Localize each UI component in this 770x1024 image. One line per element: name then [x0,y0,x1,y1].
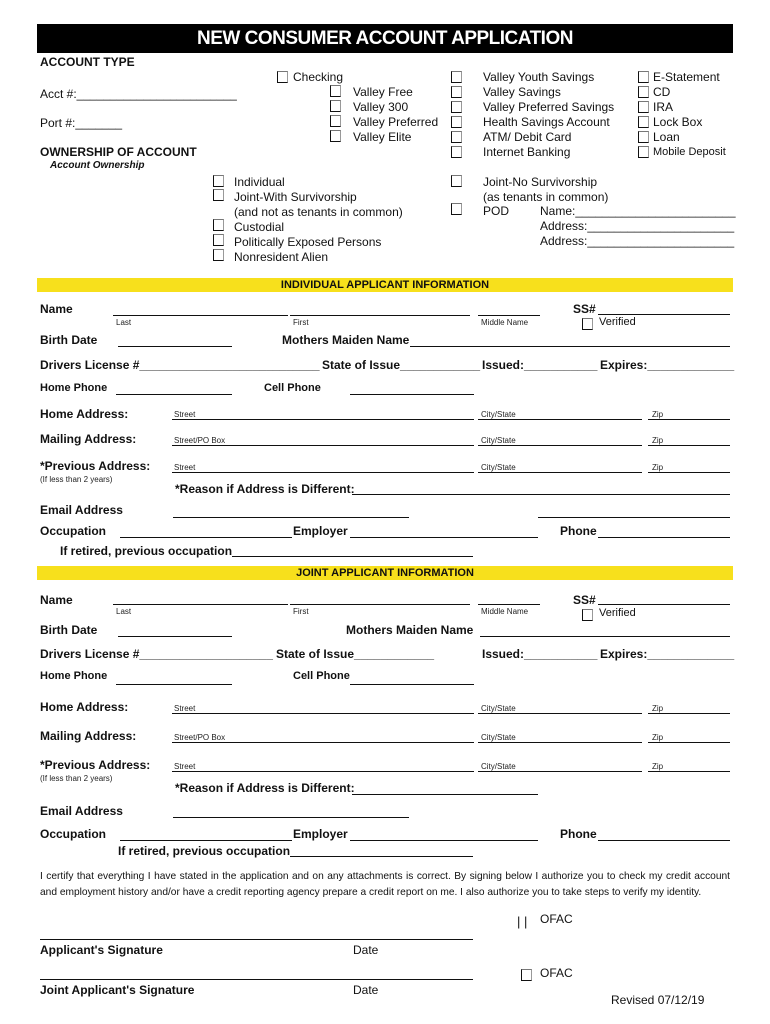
lockbox-checkbox[interactable] [638,116,649,128]
jt-mail-city-line[interactable] [478,742,642,743]
jt-prev-zip-caption: Zip [652,762,664,771]
ownership-sublabel: Account Ownership [50,160,145,171]
jt-home-address-label: Home Address: [40,700,129,714]
nonresident-checkbox[interactable] [213,249,224,261]
ind-mail-street-line[interactable] [172,445,474,446]
ind-home-street-line[interactable] [172,419,474,420]
jt-mail-street-caption: Street/PO Box [174,733,226,742]
internet-banking-label: Internet Banking [483,145,571,159]
pod-address1-field[interactable]: Address:______________________ [540,219,735,233]
ind-home-zip-caption: Zip [652,410,664,419]
ofac-checkbox-2[interactable] [521,969,532,981]
loan-checkbox[interactable] [638,131,649,143]
ind-verified-checkbox[interactable] [582,318,593,330]
ind-occupation-line[interactable] [120,537,292,538]
individual-checkbox[interactable] [213,175,224,187]
ind-retired-label: If retired, previous occupation [60,544,233,558]
ind-prev-street-line[interactable] [172,472,474,473]
ofac-label-1: OFAC [540,912,573,926]
youth-savings-checkbox[interactable] [451,71,462,83]
valley-preferred-checkbox[interactable] [330,115,341,127]
applicant-signature-line[interactable] [40,939,473,940]
jt-home-city-caption: City/State [481,704,516,713]
jt-prev-city-line[interactable] [478,771,642,772]
individual-label: Individual [234,175,285,189]
ind-middle-caption: Middle Name [481,318,529,327]
custodial-label: Custodial [234,220,285,234]
ind-expires-field[interactable]: Expires:_____________ [600,358,735,372]
ind-home-phone-label: Home Phone [40,382,108,394]
port-number-field[interactable]: Port #:_______ [40,116,123,130]
jt-reason-label: *Reason if Address is Different: [175,781,355,795]
valley-300-checkbox[interactable] [330,100,341,112]
ind-mail-street-caption: Street/PO Box [174,436,226,445]
jt-phone-line[interactable] [598,840,730,841]
ind-occupation-label: Occupation [40,524,107,538]
atm-checkbox[interactable] [451,131,462,143]
ind-prev-street-caption: Street [174,463,196,472]
ira-label: IRA [653,100,674,114]
ind-first-line[interactable] [290,315,470,316]
ind-reason-line[interactable] [352,494,730,495]
jt-prev-street-line[interactable] [172,771,474,772]
ind-prev-zip-caption: Zip [652,463,664,472]
ind-home-street-caption: Street [174,410,196,419]
jt-first-line[interactable] [290,604,470,605]
applicant-date-label: Date [353,943,379,957]
ind-state-field[interactable]: State of Issue____________ [322,358,481,372]
jt-home-street-line[interactable] [172,713,474,714]
jt-middle-caption: Middle Name [481,607,529,616]
ind-prev-city-line[interactable] [478,472,642,473]
preferred-savings-checkbox[interactable] [451,101,462,113]
jt-expires-field[interactable]: Expires:_____________ [600,647,735,661]
ind-prev-city-caption: City/State [481,463,516,472]
revised-date: Revised 07/12/19 [611,993,705,1007]
jt-phone-label: Phone [560,827,597,841]
applicant-signature-label: Applicant's Signature [40,943,163,957]
hsa-label: Health Savings Account [483,115,610,129]
joint-survivorship-label: Joint-With Survivorship [234,190,357,204]
ind-name-label: Name [40,302,73,316]
jt-prev-street-caption: Street [174,762,196,771]
ind-mailing-address-label: Mailing Address: [40,432,137,446]
ind-middle-line[interactable] [478,315,540,316]
ind-email-line-1[interactable] [173,517,409,518]
jt-first-caption: First [293,607,309,616]
jt-last-caption: Last [116,607,132,616]
ind-birthdate-label: Birth Date [40,333,98,347]
account-type-label: ACCOUNT TYPE [40,55,135,69]
jt-issued-field[interactable]: Issued:___________ [482,647,598,661]
ind-email-line-2[interactable] [538,517,730,518]
jt-retired-line[interactable] [290,856,473,857]
valley-preferred-label: Valley Preferred [353,115,439,129]
ind-cell-phone-label: Cell Phone [264,382,321,394]
acct-number-field[interactable]: Acct #:________________________ [40,87,237,101]
pod-name-field[interactable]: Name:________________________ [540,204,736,218]
cd-checkbox[interactable] [638,86,649,98]
mobile-deposit-checkbox[interactable] [638,146,649,158]
nonresident-label: Nonresident Alien [234,250,329,264]
ind-first-caption: First [293,318,309,327]
joint-signature-line[interactable] [40,979,473,980]
valley-elite-checkbox[interactable] [330,130,341,142]
ind-verified-label: Verified [599,316,636,328]
jt-home-street-caption: Street [174,704,196,713]
joint-no-survivorship-note: (as tenants in common) [483,190,609,204]
ind-home-city-caption: City/State [481,410,516,419]
ind-prev-zip-line[interactable] [648,472,730,473]
checking-checkbox[interactable] [277,71,288,83]
estatement-label: E-Statement [653,70,720,84]
checking-label: Checking [293,70,344,84]
ownership-label: OWNERSHIP OF ACCOUNT [40,145,197,159]
joint-survivorship-checkbox[interactable] [213,189,224,201]
jt-maiden-label: Mothers Maiden Name [346,623,474,637]
joint-section-header: JOINT APPLICANT INFORMATION [37,566,733,580]
jt-occupation-label: Occupation [40,827,107,841]
valley-savings-label: Valley Savings [483,85,561,99]
lockbox-label: Lock Box [653,115,703,129]
jt-home-zip-line[interactable] [648,713,730,714]
joint-survivorship-note: (and not as tenants in common) [234,205,403,219]
estatement-checkbox[interactable] [638,71,649,83]
jt-prev-zip-line[interactable] [648,771,730,772]
ind-home-address-label: Home Address: [40,407,129,421]
pod-checkbox[interactable] [451,203,462,215]
ind-mail-zip-caption: Zip [652,436,664,445]
jt-home-phone-line[interactable] [116,684,232,685]
valley-elite-label: Valley Elite [353,130,412,144]
jt-cell-phone-line[interactable] [350,684,474,685]
ind-home-city-line[interactable] [478,419,642,420]
ind-mail-city-caption: City/State [481,436,516,445]
ind-mail-zip-line[interactable] [648,445,730,446]
ind-home-phone-line[interactable] [116,394,232,395]
valley-free-checkbox[interactable] [330,85,341,97]
ind-phone-line[interactable] [598,537,730,538]
ind-employer-line[interactable] [350,537,538,538]
jt-mail-city-caption: City/State [481,733,516,742]
jt-mail-street-line[interactable] [172,742,474,743]
jt-verified-checkbox[interactable] [582,609,593,621]
jt-ss-line[interactable] [598,604,730,605]
ofac-checkbox-1[interactable]: | | [517,914,528,929]
valley-savings-checkbox[interactable] [451,86,462,98]
jt-mail-zip-caption: Zip [652,733,664,742]
jt-home-city-line[interactable] [478,713,642,714]
valley-free-label: Valley Free [353,85,413,99]
mobile-deposit-label: Mobile Deposit [653,146,726,158]
jt-retired-label: If retired, previous occupation [118,844,291,858]
atm-label: ATM/ Debit Card [483,130,572,144]
joint-date-label: Date [353,983,379,997]
jt-verified-label: Verified [599,607,636,619]
jt-cell-phone-label: Cell Phone [293,670,350,682]
jt-email-label: Email Address [40,804,123,818]
loan-label: Loan [653,130,680,144]
certification-text: I certify that everything I have stated in the application and on any attachments is correct. By signing below I authorize you to check my credit account and employment history and/or have a credit reporting agency prepare a credit report on me. I also authorize you to take steps to verify my identity. [40,871,730,898]
ind-last-line[interactable] [113,315,288,316]
jt-previous-address-label: *Previous Address: [40,758,151,772]
jt-reason-line[interactable] [352,794,538,795]
ind-employer-label: Employer [293,524,348,538]
jt-prev-city-caption: City/State [481,762,516,771]
jt-birthdate-line[interactable] [118,636,232,637]
jt-occupation-line[interactable] [120,840,292,841]
ofac-label-2: OFAC [540,966,573,980]
jt-birthdate-label: Birth Date [40,623,98,637]
ind-mail-city-line[interactable] [478,445,642,446]
jt-last-line[interactable] [113,604,288,605]
ind-birthdate-line[interactable] [118,346,232,347]
jt-email-line[interactable] [173,817,409,818]
ira-checkbox[interactable] [638,101,649,113]
ind-phone-label: Phone [560,524,597,538]
ind-ss-label: SS# [573,302,596,316]
ind-issued-field[interactable]: Issued:___________ [482,358,598,372]
ind-email-label: Email Address [40,503,123,517]
valley-300-label: Valley 300 [353,100,409,114]
pep-checkbox[interactable] [213,234,224,246]
jt-dl-field[interactable]: Drivers License #____________________ [40,647,273,661]
ind-home-zip-line[interactable] [648,419,730,420]
jt-maiden-line[interactable] [480,636,730,637]
preferred-savings-label: Valley Preferred Savings [483,100,615,114]
ind-reason-label: *Reason if Address is Different: [175,482,355,496]
pep-label: Politically Exposed Persons [234,235,382,249]
jt-mailing-address-label: Mailing Address: [40,729,137,743]
pod-address2-field[interactable]: Address:______________________ [540,234,735,248]
jt-state-field[interactable]: State of Issue____________ [276,647,435,661]
ind-maiden-label: Mothers Maiden Name [282,333,410,347]
individual-section-header: INDIVIDUAL APPLICANT INFORMATION [37,278,733,292]
ind-previous-address-label: *Previous Address: [40,459,151,473]
custodial-checkbox[interactable] [213,219,224,231]
ind-less-than-note: (If less than 2 years) [40,475,113,484]
jt-employer-line[interactable] [350,840,538,841]
internet-banking-checkbox[interactable] [451,146,462,158]
jt-mail-zip-line[interactable] [648,742,730,743]
ind-last-caption: Last [116,318,132,327]
joint-no-survivorship-label: Joint-No Survivorship [483,175,598,189]
ind-dl-field[interactable]: Drivers License #___________________________ [40,358,320,372]
jt-less-than-note: (If less than 2 years) [40,774,113,783]
joint-no-survivorship-checkbox[interactable] [451,175,462,187]
ind-retired-line[interactable] [232,556,473,557]
jt-middle-line[interactable] [478,604,540,605]
jt-name-label: Name [40,593,73,607]
jt-employer-label: Employer [293,827,348,841]
joint-signature-label: Joint Applicant's Signature [40,983,195,997]
ind-maiden-line[interactable] [410,346,730,347]
hsa-checkbox[interactable] [451,116,462,128]
form-title: NEW CONSUMER ACCOUNT APPLICATION [37,24,733,53]
cd-label: CD [653,85,671,99]
pod-label: POD [483,204,510,218]
ind-ss-line[interactable] [598,314,730,315]
youth-savings-label: Valley Youth Savings [483,70,595,84]
jt-home-zip-caption: Zip [652,704,664,713]
jt-home-phone-label: Home Phone [40,670,108,682]
jt-ss-label: SS# [573,593,596,607]
ind-cell-phone-line[interactable] [350,394,474,395]
